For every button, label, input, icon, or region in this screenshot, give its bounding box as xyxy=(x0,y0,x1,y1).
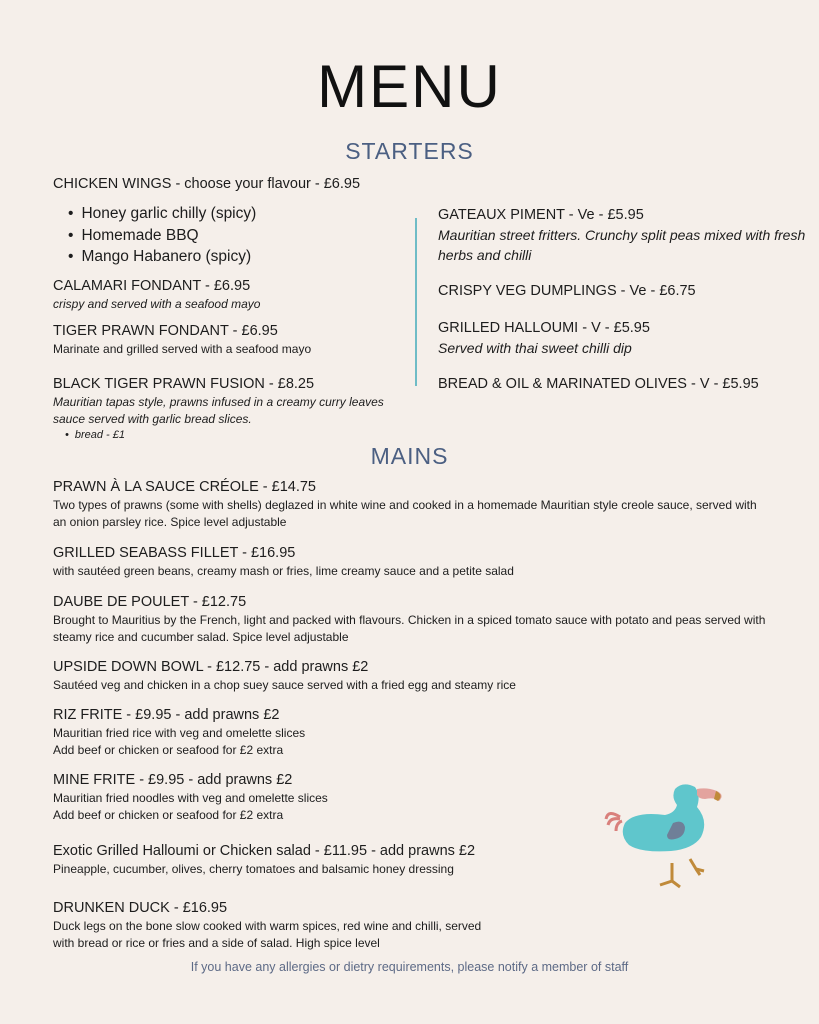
item-desc: Mauritian fried rice with veg and omelette slices xyxy=(53,726,306,740)
item-name: DAUBE DE POULET - £12.75 xyxy=(53,594,247,610)
menu-item xyxy=(53,593,783,645)
column-divider xyxy=(415,218,417,386)
item-name: CRISPY VEG DUMPLINGS - Ve - £6.75 xyxy=(438,283,696,299)
item-desc: Two types of prawns (some with shells) deglazed in white wine and cooked in a homemade Mauritian style creole sauce, served with an onion parsley rice. Spice level adjustable xyxy=(53,498,757,529)
allergy-notice: If you have any allergies or dietry requirements, please notify a member of staff xyxy=(190,960,629,974)
menu-item xyxy=(53,842,475,878)
item-name: CALAMARI FONDANT - £6.95 xyxy=(53,278,251,294)
chicken-wings-title: CHICKEN WINGS - choose your flavour - £6.95 xyxy=(53,176,361,192)
item-desc-extra: Add beef or chicken or seafood for £2 extra xyxy=(53,807,284,822)
item-desc: Served with thai sweet chilli dip xyxy=(438,340,632,356)
flavour-option: • Homemade BBQ xyxy=(68,225,256,247)
flavour-option: • Honey garlic chilly (spicy) xyxy=(68,203,256,225)
item-desc-extra: Add beef or chicken or seafood for £2 extra xyxy=(53,742,284,757)
mains-heading: MAINS xyxy=(370,443,449,469)
menu-item xyxy=(53,706,305,758)
menu-title: MENU xyxy=(317,53,502,120)
menu-item xyxy=(53,322,311,358)
menu-item xyxy=(53,277,260,313)
starters-heading: STARTERS xyxy=(345,138,474,164)
item-name: GATEAUX PIMENT - Ve - £5.95 xyxy=(438,207,644,223)
wing-flavour-list xyxy=(68,203,256,268)
item-name: GRILLED SEABASS FILLET - £16.95 xyxy=(53,545,296,561)
item-desc: Brought to Mauritius by the French, light and packed with flavours. Chicken in a spiced tomato sauce with potato and peas served with steamy rice and cucumber salad. Spice level adjustable xyxy=(53,613,766,644)
item-name: PRAWN À LA SAUCE CRÉOLE - £14.75 xyxy=(53,479,316,495)
item-name: GRILLED HALLOUMI - V - £5.95 xyxy=(438,320,650,336)
bread-extra: bread - £1 xyxy=(74,429,126,441)
menu-item xyxy=(438,282,696,301)
item-name: UPSIDE DOWN BOWL - £12.75 - add prawns £2 xyxy=(53,659,369,675)
flavour-option: • Mango Habanero (spicy) xyxy=(68,246,256,268)
item-desc: Marinate and grilled served with a seafood mayo xyxy=(53,342,312,356)
item-name: Exotic Grilled Halloumi or Chicken salad - £11.95 - add prawns £2 xyxy=(53,843,476,859)
item-name: MINE FRITE - £9.95 - add prawns £2 xyxy=(53,772,293,788)
item-name: BREAD & OIL & MARINATED OLIVES - V - £5.95 xyxy=(438,376,759,392)
menu-item xyxy=(438,319,650,358)
menu-item xyxy=(438,206,808,265)
item-desc-extra: with bread or rice or fries and a side of salad. High spice level xyxy=(53,935,380,950)
menu-item xyxy=(53,478,773,530)
item-name: BLACK TIGER PRAWN FUSION - £8.25 xyxy=(53,376,315,392)
menu-item xyxy=(53,771,328,823)
item-name: RIZ FRITE - £9.95 - add prawns £2 xyxy=(53,707,280,723)
item-desc: Duck legs on the bone slow cooked with warm spices, red wine and chilli, served xyxy=(53,919,482,933)
menu-item xyxy=(53,544,514,580)
menu-item xyxy=(53,658,516,694)
item-desc: Sautéed veg and chicken in a chop suey sauce served with a fried egg and steamy rice xyxy=(53,678,516,692)
menu-item xyxy=(53,375,413,444)
item-desc: crispy and served with a seafood mayo xyxy=(53,297,261,311)
item-desc: Mauritian street fritters. Crunchy split peas mixed with fresh herbs and chilli xyxy=(438,227,806,263)
item-name: TIGER PRAWN FONDANT - £6.95 xyxy=(53,323,278,339)
item-name: DRUNKEN DUCK - £16.95 xyxy=(53,900,228,916)
menu-item xyxy=(438,375,759,394)
item-desc: Pineapple, cucumber, olives, cherry tomatoes and balsamic honey dressing xyxy=(53,862,454,876)
item-desc: Mauritian tapas style, prawns infused in a creamy curry leaves sauce served with garlic bread slices. xyxy=(53,395,384,426)
menu-item xyxy=(53,899,481,951)
item-extra: • bread - £1 xyxy=(65,429,126,441)
item-desc: Mauritian fried noodles with veg and omelette slices xyxy=(53,791,328,805)
dodo-illustration xyxy=(600,775,730,895)
item-desc: with sautéed green beans, creamy mash or fries, lime creamy sauce and a petite salad xyxy=(53,564,514,578)
